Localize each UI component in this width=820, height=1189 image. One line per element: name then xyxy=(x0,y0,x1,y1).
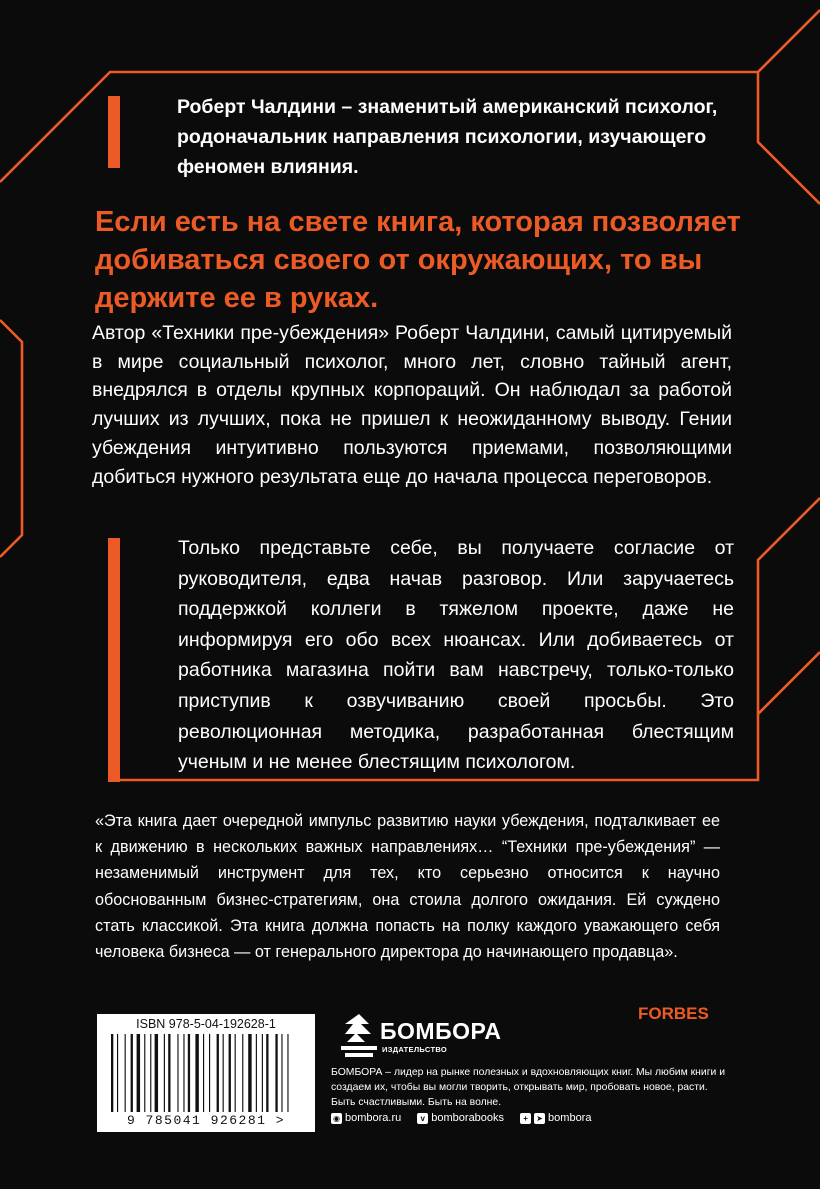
barcode-icon xyxy=(111,1034,301,1112)
description-paragraph-2: Только представьте себе, вы получаете согласие от руководителя, едва начав разговор. Или заручаетесь поддержкой коллеги в тяжелом проекте, даже не информируя его обо всех нюансах. Или добиваетесь от работника магазина пойти вам навстречу, только-только приступив к озвучиванию своей просьбы. Это революционная методика, разработанная блестящим ученым и не менее блестящим психологом. xyxy=(178,537,734,774)
headline: Если есть на свете книга, которая позволяет добиваться своего от окружающих, то вы держите ее в руках. xyxy=(95,206,741,314)
isbn-label: ISBN 978-5-04-192628-1 xyxy=(136,1017,276,1031)
barcode-bar xyxy=(229,1034,231,1112)
barcode-bar xyxy=(125,1034,126,1112)
plus-icon: + xyxy=(520,1113,531,1124)
social-links xyxy=(331,1112,607,1124)
web-icon: ◉ xyxy=(331,1113,342,1124)
barcode-bar xyxy=(144,1034,145,1112)
social-link-vk[interactable] xyxy=(417,1112,504,1124)
barcode-bar xyxy=(195,1034,198,1112)
barcode-bar xyxy=(188,1034,190,1112)
barcode-bar xyxy=(183,1034,184,1112)
barcode-bar xyxy=(155,1034,158,1112)
author-intro: Роберт Чалдини – знаменитый американский психолог, родоначальник направления психологии, изучающего феномен влияния. xyxy=(177,96,718,178)
barcode-number: 9 785041 926281 > xyxy=(126,1113,286,1128)
barcode-bar xyxy=(275,1034,277,1112)
vk-icon: v xyxy=(417,1113,428,1124)
publisher-logo-icon xyxy=(339,1012,379,1062)
barcode-bar xyxy=(223,1034,224,1112)
publisher-subtitle: ИЗДАТЕЛЬСТВО xyxy=(382,1045,447,1054)
description-paragraph-1: Автор «Техники пре-убеждения» Роберт Чалдини, самый цитируемый в мире социальный психолог, много лет, словно тайный агент, внедрялся в отделы крупных корпораций. Он наблюдал за работой лучших из лучших, пока не пришел к неожиданному выводу. Гении убеждения интуитивно пользуются приемами, позволяющими добиться нужного результата еще до начала процесса переговоров. xyxy=(92,322,732,488)
barcode-bar xyxy=(150,1034,151,1112)
barcode-bar xyxy=(131,1034,133,1112)
social-label-vk: bomborabooks xyxy=(431,1112,505,1124)
barcode-bar xyxy=(235,1034,236,1112)
barcode-bar xyxy=(287,1034,288,1112)
barcode-bar xyxy=(248,1034,251,1112)
social-label-telegram: bombora xyxy=(548,1112,592,1124)
barcode-bar xyxy=(164,1034,165,1112)
barcode-bar xyxy=(281,1034,282,1112)
barcode-box xyxy=(97,1014,315,1132)
barcode-bar xyxy=(177,1034,178,1112)
barcode-bar xyxy=(262,1034,263,1112)
barcode-bar xyxy=(137,1034,140,1112)
quote-source: FORBES xyxy=(638,1004,709,1023)
review-quote: «Эта книга дает очередной импульс развитию науки убеждения, подталкивает ее к движению в нескольких важных направлениях… “Техники пре-убеждения” — незаменимый инструмент для тех, кто серьезно относится к научно обоснованным бизнес-стратегиям, она стоила долгого ожидания. Ей суждено стать классикой. Эта книга должна попасть на полку каждого уважающего себя человека бизнеса — от генерального директора до начинающего продавца». xyxy=(95,812,720,962)
barcode-bar xyxy=(256,1034,257,1112)
publisher-name: БОМБОРА xyxy=(380,1018,502,1044)
barcode-bar xyxy=(266,1034,268,1112)
barcode-bar xyxy=(209,1034,210,1112)
barcode-bar xyxy=(217,1034,219,1112)
barcode-bar xyxy=(242,1034,243,1112)
telegram-icon: ➤ xyxy=(534,1113,545,1124)
barcode-bar xyxy=(168,1034,170,1112)
social-label-web: bombora.ru xyxy=(345,1112,402,1124)
social-link-telegram[interactable] xyxy=(520,1112,591,1124)
barcode-bar xyxy=(117,1034,118,1112)
barcode-bar xyxy=(203,1034,204,1112)
publisher-description: БОМБОРА – лидер на рынке полезных и вдохновляющих книг. Мы любим книги и создаем их, чтобы вы могли творить, открывать мир, пробовать новое, расти. Быть счастливыми. Быть на волне. xyxy=(331,1067,726,1109)
social-link-web[interactable] xyxy=(331,1112,401,1124)
barcode-bar xyxy=(111,1034,113,1112)
